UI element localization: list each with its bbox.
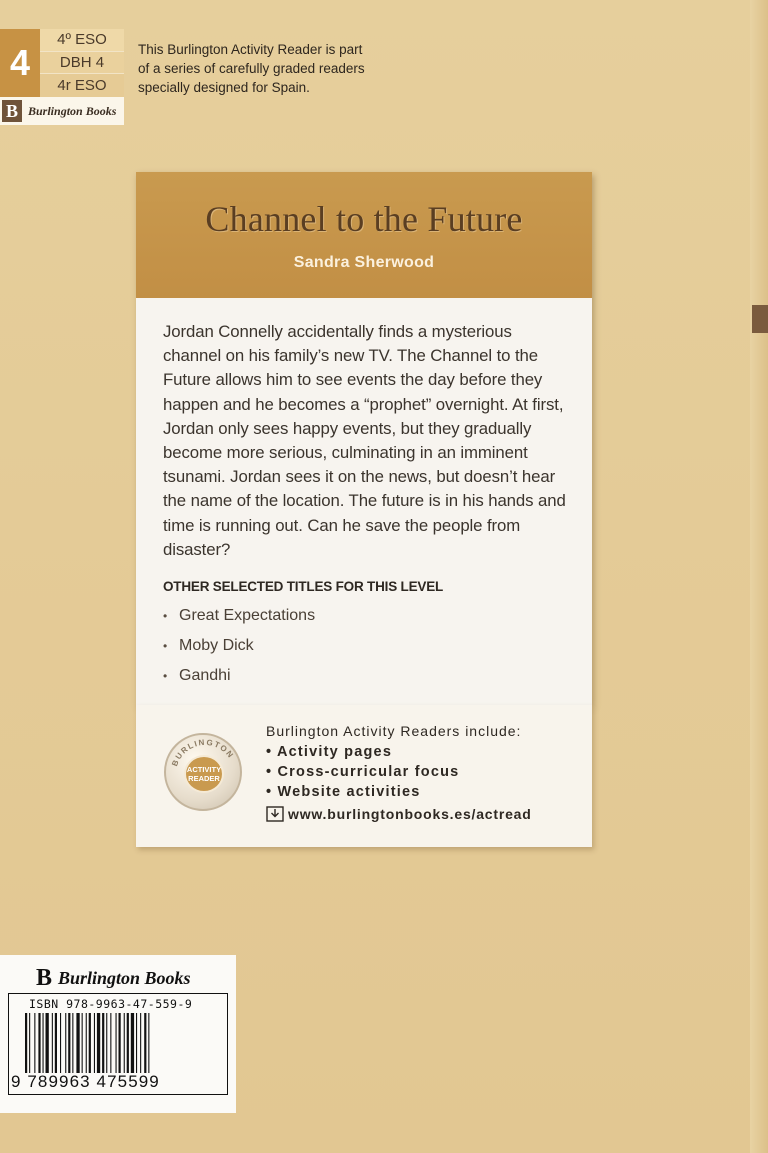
barcode-bar xyxy=(55,1013,57,1073)
barcode-bar xyxy=(86,1013,87,1073)
barcode-box xyxy=(0,955,236,1113)
activity-text xyxy=(266,723,586,824)
barcode-bar xyxy=(148,1013,149,1073)
bullet-icon: • xyxy=(163,609,168,624)
barcode-bar xyxy=(72,1013,73,1073)
bullet-icon: • xyxy=(163,639,168,654)
list-item-label: Moby Dick xyxy=(179,637,254,655)
barcode-bar xyxy=(25,1013,27,1073)
barcode-bar xyxy=(68,1013,70,1073)
isbn-number: ISBN 978-9963-47-559-9 xyxy=(29,997,193,1011)
level-brand xyxy=(0,97,124,125)
barcode-bar xyxy=(131,1013,134,1073)
barcode-frame xyxy=(8,993,228,1095)
barcode-bar xyxy=(136,1013,137,1073)
book-panel xyxy=(136,172,592,705)
barcode-digits: 9 789963 475599 xyxy=(11,1072,160,1091)
other-titles-heading: OTHER SELECTED TITLES FOR THIS LEVEL xyxy=(163,579,444,595)
panel-header xyxy=(136,172,592,298)
barcode-bar xyxy=(65,1013,66,1073)
barcode-bar xyxy=(97,1013,100,1073)
barcode-bar xyxy=(102,1013,104,1073)
barcode-bar xyxy=(60,1013,61,1073)
badge-line1: ACTIVITY xyxy=(186,765,222,774)
barcode-bar xyxy=(43,1013,44,1073)
barcode-bar xyxy=(144,1013,146,1073)
other-titles-list xyxy=(163,601,572,691)
activity-heading: Burlington Activity Readers include: xyxy=(266,723,522,739)
barcode-bar xyxy=(76,1013,79,1073)
level-brand-text: Burlington Books xyxy=(28,103,117,118)
panel-body xyxy=(136,298,592,705)
bullet-icon: • xyxy=(163,669,168,684)
level-number: 4 xyxy=(0,29,40,97)
barcode-bar xyxy=(52,1013,53,1073)
book-title: Channel to the Future xyxy=(205,199,523,239)
level-rows xyxy=(40,29,124,97)
barcode-bar xyxy=(38,1013,40,1073)
burlington-logo-icon: B xyxy=(2,100,22,122)
level-row: 4º ESO xyxy=(40,29,124,52)
barcode-bar xyxy=(106,1013,107,1073)
barcode-bar xyxy=(82,1013,83,1073)
website-url: www.burlingtonbooks.es/actread xyxy=(288,806,532,822)
barcode-bar xyxy=(34,1013,35,1073)
barcode-bar xyxy=(46,1013,49,1073)
barcode-brand-text: Burlington Books xyxy=(58,967,191,988)
activity-item: • Website activities xyxy=(266,784,421,800)
barcode-bar xyxy=(94,1013,95,1073)
list-item xyxy=(163,601,572,631)
spine-mark xyxy=(752,305,768,333)
download-icon xyxy=(266,806,284,822)
badge-ring-text: BURLINGTON xyxy=(170,737,236,768)
barcode-bar xyxy=(119,1013,121,1073)
book-summary: Jordan Connelly accidentally finds a mysterious channel on his family’s new TV. The Channel to the Future allows him to see events the day before they happen and he becomes a “prophet” overnight. At first, Jordan only sees happy events, but they gradually become more serious, culminating in an imminent tsunami. Jordan sees it on the news, but doesn’t hear the name of the location. The future is in his hands and time is running out. Can he save the people from disaster? xyxy=(163,322,566,559)
series-description: This Burlington Activity Reader is part of a series of carefully graded readers specially designed for Spain. xyxy=(138,42,365,95)
barcode-brand xyxy=(36,967,191,989)
barcode-bar xyxy=(89,1013,91,1073)
spine-edge xyxy=(750,0,768,1153)
barcode-bar xyxy=(110,1013,111,1073)
barcode-bar xyxy=(116,1013,117,1073)
barcode-bar xyxy=(127,1013,129,1073)
activity-item: • Cross-curricular focus xyxy=(266,764,460,780)
barcode-bar xyxy=(29,1013,30,1073)
barcode-bar xyxy=(124,1013,125,1073)
barcode-bar xyxy=(140,1013,141,1073)
activity-item: • Activity pages xyxy=(266,744,393,760)
list-item xyxy=(163,631,572,661)
list-item-label: Gandhi xyxy=(179,667,231,685)
list-item-label: Great Expectations xyxy=(179,607,316,625)
activity-reader-badge xyxy=(164,733,242,811)
activity-box xyxy=(136,705,592,847)
website-link[interactable] xyxy=(266,804,586,824)
burlington-logo-icon: B xyxy=(36,965,53,991)
badge-center xyxy=(184,755,224,793)
level-row: 4r ESO xyxy=(40,74,124,97)
level-box xyxy=(0,29,124,125)
list-item xyxy=(163,661,572,691)
level-row: DBH 4 xyxy=(40,52,124,75)
badge-line2: READER xyxy=(188,774,220,783)
book-author: Sandra Sherwood xyxy=(293,254,435,271)
barcode-bars xyxy=(25,1013,221,1073)
